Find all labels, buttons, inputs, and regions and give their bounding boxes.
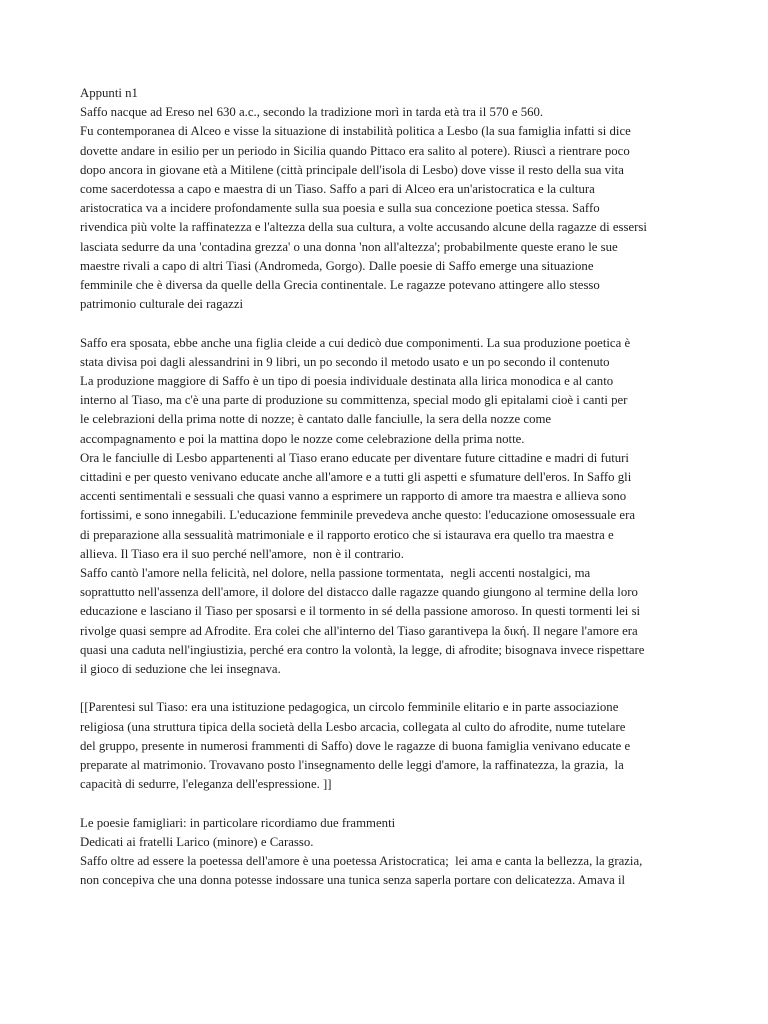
text-line: patrimonio culturale dei ragazzi [80, 297, 244, 312]
paragraph-break [80, 679, 680, 698]
text-line: rivolge quasi sempre ad Afrodite. Era colei che all'interno del Tiaso garantivepa la δική. Il negare l'amore era [80, 623, 638, 638]
text-line: dopo ancora in giovane età a Mitilene (città principale dell'isola di Lesbo) dove visse il resto della sua vita [80, 162, 624, 177]
text-line: interno al Tiaso, ma c'è una parte di produzione su committenza, special modo gli epitalami cioè i canti per [80, 393, 628, 408]
paragraph-break [80, 794, 680, 813]
text-line: stata divisa poi dagli alessandrini in 9 libri, un po secondo il metodo usato e un po secondo il contenuto [80, 354, 610, 369]
paragraph-break [80, 314, 680, 333]
text-line: fortissimi, e sono innegabili. L'educazione femminile prevedeva anche questo: l'educazione omosessuale era [80, 508, 636, 523]
text-line: il gioco di seduzione che lei insegnava. [80, 662, 281, 677]
document-body [80, 84, 680, 890]
text-line: capacità di sedurre, l'eleganza dell'espressione. ]] [80, 777, 332, 792]
text-line: Saffo cantò l'amore nella felicità, nel dolore, nella passione tormentata, negli accenti nostalgici, ma [80, 566, 591, 581]
text-line: del gruppo, presente in numerosi frammenti di Saffo) dove le ragazze di buona famiglia venivano educate e [80, 738, 631, 753]
text-line: quasi una caduta nell'ingiustizia, perché era contro la volontà, la legge, di afrodite; bisognava invece rispettare [80, 642, 645, 657]
text-line: Dedicati ai fratelli Larico (minore) e Carasso. [80, 834, 314, 849]
text-line: non concepiva che una donna potesse indossare una tunica senza saperla portare con delicatezza. Amava il [80, 873, 626, 888]
text-line: maestre rivali a capo di altri Tiasi (Andromeda, Gorgo). Dalle poesie di Saffo emerge una situazione [80, 258, 594, 273]
text-line: Saffo nacque ad Ereso nel 630 a.c., secondo la tradizione morì in tarda età tra il 570 e 560. [80, 105, 544, 120]
text-line: cittadini e per questo venivano educate anche all'amore e a tutti gli aspetti e sfumature dell'eros. In Saffo gli [80, 470, 632, 485]
text-line: La produzione maggiore di Saffo è un tipo di poesia individuale destinata alla lirica monodica e al canto [80, 374, 614, 389]
text-line: lasciata sedurre da una 'contadina grezza' o una donna 'non all'altezza'; probabilmente queste erano le sue [80, 239, 618, 254]
text-line: le celebrazioni della prima notte di nozze; è cantato dalle fanciulle, la sera della nozze come [80, 412, 552, 427]
text-line: accompagnamento e poi la mattina dopo le nozze come celebrazione della prima notte. [80, 431, 525, 446]
text-line: Fu contemporanea di Alceo e visse la situazione di instabilità politica a Lesbo (la sua famiglia infatti si dice [80, 124, 631, 139]
text-line: allieva. Il Tiaso era il suo perché nell'amore, non è il contrario. [80, 546, 404, 561]
text-line: educazione e lasciano il Tiaso per sposarsi e il tormento in sé della passione amoroso. In questi tormenti lei si [80, 604, 641, 619]
text-line: rivendica più volte la raffinatezza e l'altezza della sua cultura, a volte accusando alcune della ragazze di essersi [80, 220, 647, 235]
text-line: soprattutto nell'assenza dell'amore, il dolore del distacco dalle ragazze quando giungono al termine della loro [80, 585, 638, 600]
text-line: Ora le fanciulle di Lesbo appartenenti al Tiaso erano educate per diventare future cittadine e madri di futuri [80, 450, 629, 465]
text-line: aristocratica va a incidere profondamente sulla sua poesia e sulla sua concezione poetica stessa. Saffo [80, 201, 600, 216]
document-title: Appunti n1 [80, 86, 138, 100]
text-line: come sacerdotessa a capo e maestra di un Tiaso. Saffo a pari di Alceo era un'aristocratica e la cultura [80, 182, 595, 197]
text-line: dovette andare in esilio per un periodo in Sicilia quando Pittaco era salito al potere). Riuscì a rientrare poco [80, 143, 630, 158]
text-line: [[Parentesi sul Tiaso: era una istituzione pedagogica, un circolo femminile elitario e in parte associazione [80, 700, 619, 715]
text-line: Saffo era sposata, ebbe anche una figlia cleide a cui dedicò due componimenti. La sua produzione poetica è [80, 335, 631, 350]
text-line: Saffo oltre ad essere la poetessa dell'amore è una poetessa Aristocratica; lei ama e canta la bellezza, la grazia, [80, 854, 643, 869]
text-line: femminile che è diversa da quelle della Grecia continentale. Le ragazze potevano attingere allo stesso [80, 278, 600, 293]
text-line: religiosa (una struttura tipica della società della Lesbo arcacia, collegata al culto do afrodite, nume tutelare [80, 719, 626, 734]
text-line: preparate al matrimonio. Trovavano posto l'insegnamento delle leggi d'amore, la raffinatezza, la grazia, la [80, 758, 624, 773]
text-line: accenti sentimentali e sessuali che quasi vanno a esprimere un rapporto di amore tra maestra e allieva sono [80, 489, 627, 504]
text-line: di preparazione alla sessualità matrimoniale e il rapporto erotico che si istaurava era quello tra maestra e [80, 527, 614, 542]
text-line: Le poesie famigliari: in particolare ricordiamo due frammenti [80, 815, 396, 830]
